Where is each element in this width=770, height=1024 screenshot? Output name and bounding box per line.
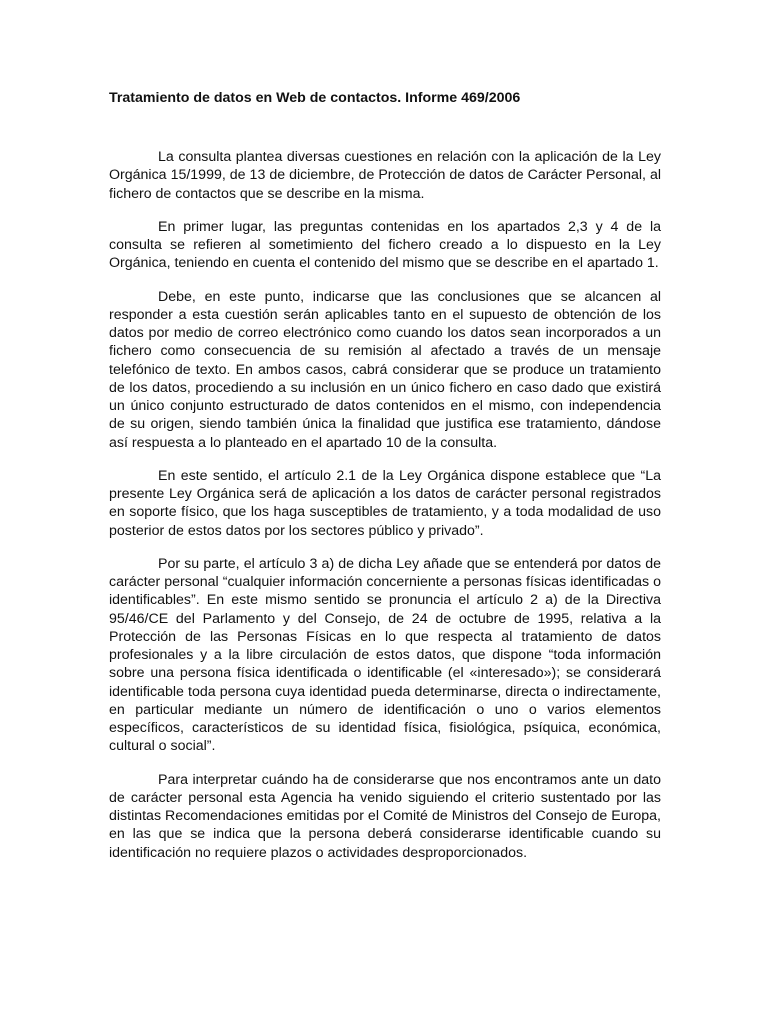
paragraph-apartados: En primer lugar, las preguntas contenidas en los apartados 2,3 y 4 de la consulta se refieren al sometimiento del fichero creado a lo dispuesto en la Ley Orgánica, teniendo en cuenta el contenido del mismo que se describe en el apartado 1. bbox=[109, 218, 661, 272]
document-body bbox=[109, 148, 661, 877]
paragraph-articulo-2-1: En este sentido, el artículo 2.1 de la Ley Orgánica dispone establece que “La presente Ley Orgánica será de aplicación a los datos de carácter personal registrados en soporte físico, que los haga susceptibles de tratamiento, y a toda modalidad de uso posterior de estos datos por los sectores público y privado”. bbox=[109, 467, 661, 539]
paragraph-criterio: Para interpretar cuándo ha de considerarse que nos encontramos ante un dato de carácter personal esta Agencia ha venido siguiendo el criterio sustentado por las distintas Recomendaciones emitidas por el Comité de Ministros del Consejo de Europa, en las que se indica que la persona deberá considerarse identificable cuando su identificación no requiere plazos o actividades desproporcionados. bbox=[109, 771, 661, 861]
document-title: Tratamiento de datos en Web de contactos. Informe 469/2006 bbox=[109, 90, 521, 106]
paragraph-consulta-intro: La consulta plantea diversas cuestiones en relación con la aplicación de la Ley Orgánica 15/1999, de 13 de diciembre, de Protección de datos de Carácter Personal, al fichero de contactos que se describe en la misma. bbox=[109, 149, 661, 202]
paragraph-articulo-3a: Por su parte, el artículo 3 a) de dicha Ley añade que se entenderá por datos de carácter personal “cualquier información concerniente a personas físicas identificadas o identificables”. En este mismo sentido se pronuncia el artículo 2 a) de la Directiva 95/46/CE del Parlamento y del Consejo, de 24 de octubre de 1995, relativa a la Protección de las Personas Físicas en lo que respecta al tratamiento de datos profesionales y a la libre circulación de estos datos, que dispone “toda información sobre una persona física identificada o identificable (el «interesado»); se considerará identificable toda persona cuya identidad pueda determinarse, directa o indirectamente, en particular mediante un número de identificación o uno o varios elementos específicos, característicos de su identidad física, fisiológica, psíquica, económica, cultural o social”. bbox=[109, 555, 661, 755]
paragraph-conclusiones: Debe, en este punto, indicarse que las conclusiones que se alcancen al responder a esta cuestión serán aplicables tanto en el supuesto de obtención de los datos por medio de correo electrónico como cuando los datos sean incorporados a un fichero como consecuencia de su remisión al afectado a través de un mensaje telefónico de texto. En ambos casos, cabrá considerar que se produce un tratamiento de los datos, procediendo a su inclusión en un único fichero en caso dado que existirá un único conjunto estructurado de datos contenidos en el mismo, con independencia de su origen, siendo también única la finalidad que justifica ese tratamiento, dándose así respuesta a lo planteado en el apartado 10 de la consulta. bbox=[109, 288, 661, 451]
